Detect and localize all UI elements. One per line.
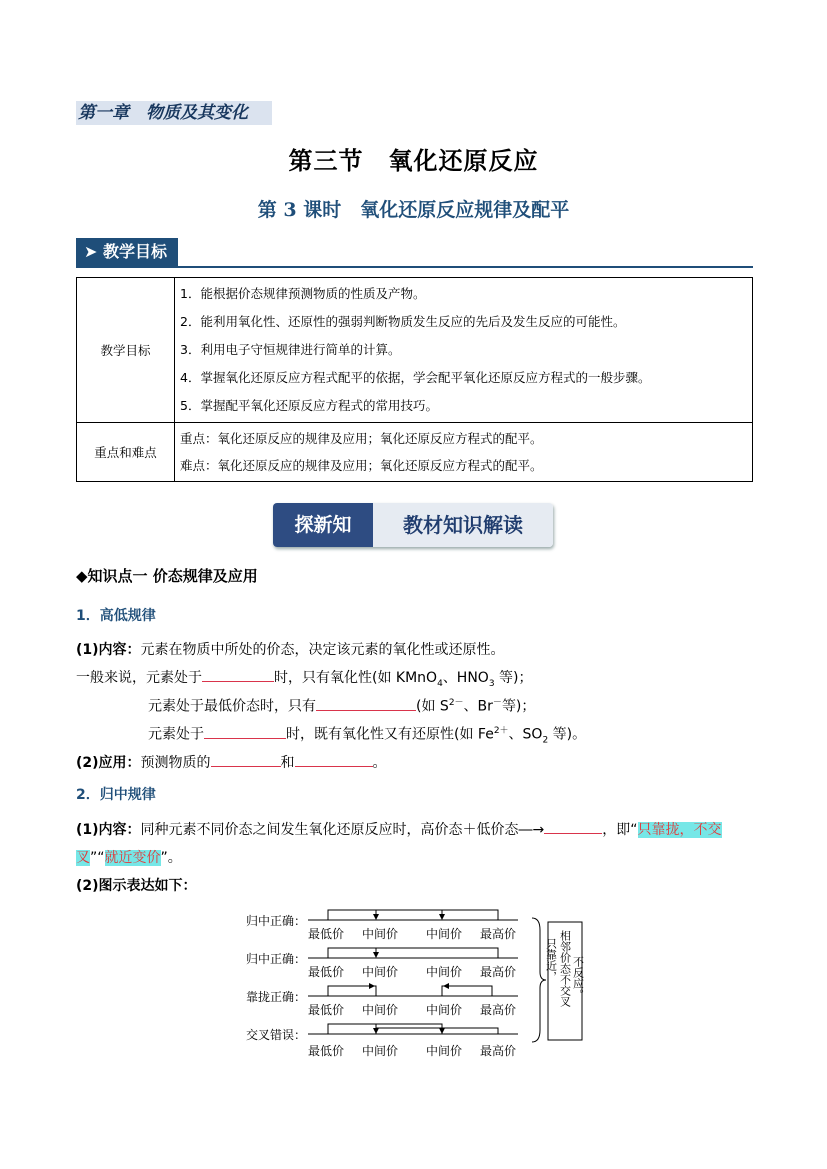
goals-row-label: 教学目标 bbox=[77, 278, 175, 423]
keypoint-item: 难点：氧化还原反应的规律及应用；氧化还原反应方程式的配平。 bbox=[180, 458, 543, 473]
valence-diagram bbox=[240, 900, 585, 1065]
line-text: 等)； bbox=[501, 698, 536, 715]
fill-blank bbox=[316, 696, 416, 711]
section2-heading: 2．归中规律 bbox=[76, 787, 156, 803]
highlight-text: 只靠拢，不交 bbox=[637, 822, 722, 838]
banner-left-label: 探新知 bbox=[273, 503, 373, 547]
section1-line3 bbox=[148, 723, 586, 745]
superscript: 2＋ bbox=[493, 726, 509, 736]
superscript: 2－ bbox=[448, 698, 464, 708]
lesson-subtitle: 第 3 课时 氧化还原反应规律及配平 bbox=[257, 199, 570, 221]
section2-content-line1 bbox=[76, 819, 722, 839]
section1-line2 bbox=[148, 695, 535, 716]
section-banner bbox=[273, 503, 553, 547]
content-label: (1)内容： bbox=[76, 642, 141, 658]
diagram-tick: 中间价 bbox=[426, 1003, 463, 1017]
diagram-caption: (2)图示表达如下： bbox=[76, 878, 197, 894]
fill-blank bbox=[295, 752, 373, 767]
line-text: 预测物质的 bbox=[140, 755, 211, 771]
diagram-row-label: 归中正确： bbox=[246, 914, 307, 928]
line-text: ”“ bbox=[90, 850, 105, 866]
line-text: (如 S bbox=[416, 698, 449, 715]
keypoints-row-content bbox=[175, 423, 753, 482]
line-text: 等)。 bbox=[548, 726, 587, 743]
diagram-tick: 最低价 bbox=[308, 1003, 345, 1017]
superscript: － bbox=[492, 698, 502, 708]
line-text: 和 bbox=[280, 755, 295, 771]
fill-blank bbox=[204, 724, 286, 739]
highlight-text: 叉 bbox=[76, 850, 90, 866]
banner-right-label: 教材知识解读 bbox=[373, 503, 553, 547]
diagram-tick: 最高价 bbox=[480, 1044, 517, 1058]
goal-item: 5．掌握配平氧化还原反应方程式的常用技巧。 bbox=[180, 398, 438, 413]
line-text: 时，既有氧化性又有还原性(如 Fe bbox=[286, 726, 494, 743]
diagram-tick: 最高价 bbox=[480, 965, 517, 979]
line-text: 同种元素不同价态之间发生氧化还原反应时，高价态＋低价态―→ bbox=[140, 822, 545, 838]
diagram-tick: 中间价 bbox=[362, 1044, 399, 1058]
keypoints-row-label: 重点和难点 bbox=[77, 423, 175, 482]
diagram-tick: 最高价 bbox=[480, 1003, 517, 1017]
diagram-tick: 中间价 bbox=[426, 1044, 463, 1058]
diagram-tick: 中间价 bbox=[426, 927, 463, 941]
fill-blank bbox=[544, 819, 602, 834]
diagram-note: 只靠近， bbox=[544, 938, 558, 982]
line-text: 、Br bbox=[463, 698, 493, 715]
section-title: 第三节 氧化还原反应 bbox=[288, 147, 539, 175]
content-text: 元素在物质中所处的价态，决定该元素的氧化性或还原性。 bbox=[140, 642, 505, 658]
highlight-text: 就近变价 bbox=[104, 850, 161, 866]
table-row bbox=[77, 278, 753, 423]
fill-blank bbox=[202, 667, 274, 682]
goals-table bbox=[76, 277, 753, 482]
diagram-row-label: 归中正确： bbox=[246, 952, 307, 966]
diagram-tick: 最低价 bbox=[308, 965, 345, 979]
line-text: ，即“ bbox=[602, 822, 638, 838]
line-text: 元素处于 bbox=[148, 726, 204, 743]
diagram-row-label: 靠拢正确： bbox=[246, 990, 307, 1004]
diagram-tick: 最高价 bbox=[480, 927, 517, 941]
diagram-tick: 中间价 bbox=[362, 965, 399, 979]
section1-heading: 1．高低规律 bbox=[76, 608, 156, 624]
goals-divider bbox=[76, 266, 753, 268]
fill-blank bbox=[211, 752, 281, 767]
line-text: 等)； bbox=[494, 670, 533, 686]
diagram-note: 相邻价态不交叉 bbox=[558, 930, 572, 1007]
keypoint-item: 重点：氧化还原反应的规律及应用；氧化还原反应方程式的配平。 bbox=[180, 431, 543, 446]
line-text: 一般来说，元素处于 bbox=[76, 670, 202, 686]
diagram-tick: 中间价 bbox=[362, 1003, 399, 1017]
line-text: 元素处于最低价态时，只有 bbox=[148, 698, 316, 715]
goal-item: 2．能利用氧化性、还原性的强弱判断物质发生反应的先后及发生反应的可能性。 bbox=[180, 314, 626, 329]
section1-application bbox=[76, 752, 387, 772]
goals-row-content bbox=[175, 278, 753, 423]
subscript: 4 bbox=[437, 678, 443, 689]
chapter-label: 第一章 物质及其变化 bbox=[76, 101, 272, 125]
table-row bbox=[77, 423, 753, 482]
diagram-tick: 最低价 bbox=[308, 927, 345, 941]
line-text: ”。 bbox=[160, 850, 182, 866]
diagram-tick: 最低价 bbox=[308, 1044, 345, 1058]
diagram-row-label: 交叉错误： bbox=[246, 1028, 307, 1042]
line-text: 、SO bbox=[508, 726, 543, 743]
section1-line1 bbox=[76, 667, 533, 689]
app-label: (2)应用： bbox=[76, 755, 141, 771]
line-text: 。 bbox=[372, 755, 387, 771]
knowledge-point-heading: ◆知识点一 价态规律及应用 bbox=[76, 567, 258, 585]
goals-tab: ➤ 教学目标 bbox=[76, 238, 178, 266]
subscript: 2 bbox=[542, 735, 549, 746]
goal-item: 3．利用电子守恒规律进行简单的计算。 bbox=[180, 342, 401, 357]
subscript: 3 bbox=[488, 678, 495, 689]
diagram-note: 不反应。 bbox=[571, 956, 585, 1000]
section2-content-line2 bbox=[76, 847, 182, 867]
diagram-tick: 中间价 bbox=[426, 965, 463, 979]
diagram-tick: 中间价 bbox=[362, 927, 399, 941]
line-text: 、HNO bbox=[442, 670, 489, 686]
goal-item: 1．能根据价态规律预测物质的性质及产物。 bbox=[180, 286, 426, 301]
goal-item: 4．掌握氧化还原反应方程式配平的依据，学会配平氧化还原反应方程式的一般步骤。 bbox=[180, 370, 651, 385]
section1-content bbox=[76, 639, 505, 659]
content-label: (1)内容： bbox=[76, 822, 141, 838]
line-text: 时，只有氧化性(如 KMnO bbox=[274, 670, 438, 686]
